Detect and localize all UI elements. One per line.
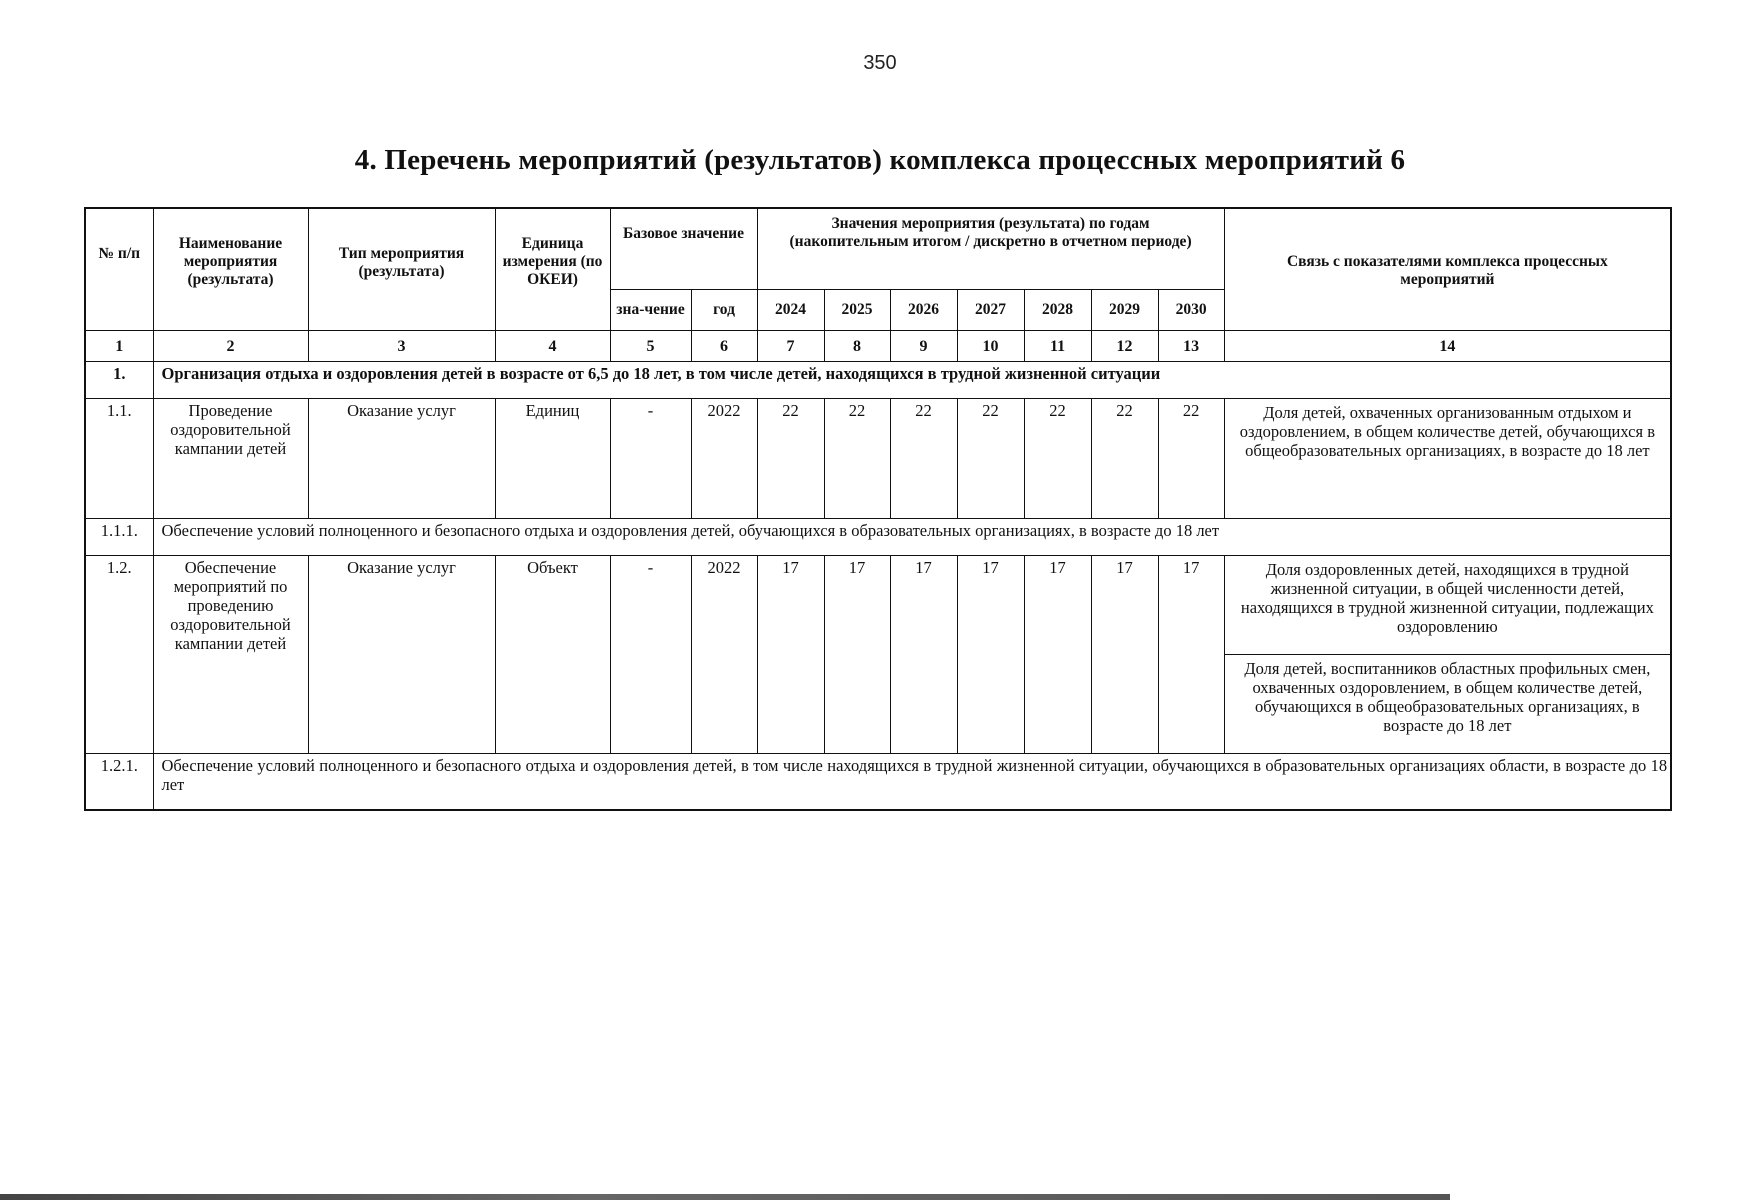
header-base: Базовое значение: [610, 208, 757, 290]
header-year-2030: 2030: [1158, 290, 1224, 331]
header-link: Связь с показателями комплекса процессных мероприятий: [1224, 208, 1671, 331]
column-number: 14: [1224, 331, 1671, 362]
row-link: Доля детей, охваченных организованным отдыхом и оздоровлением, в общем количестве детей, обучающихся в общеобразовательных организациях, в возрасте до 18 лет: [1224, 399, 1671, 519]
header-year-2029: 2029: [1091, 290, 1158, 331]
header-year-2027: 2027: [957, 290, 1024, 331]
page-number: 350: [863, 52, 897, 74]
table-row: [85, 399, 1671, 519]
column-number: 2: [153, 331, 308, 362]
header-row-top: [85, 208, 1671, 290]
header-year-2028: 2028: [1024, 290, 1091, 331]
subrow-text: Обеспечение условий полноценного и безопасного отдыха и оздоровления детей, в том числе находящихся в трудной жизненной ситуации, обучающихся в образовательных организациях области, в возрасте до 18 лет: [153, 754, 1671, 811]
row-unit: Объект: [495, 556, 610, 754]
row-value-2025: 17: [824, 556, 890, 754]
section-num: 1.: [85, 362, 153, 399]
column-number: 11: [1024, 331, 1091, 362]
column-number: 8: [824, 331, 890, 362]
row-value-2030: 22: [1158, 399, 1224, 519]
subrow-num: 1.2.1.: [85, 754, 153, 811]
subrow: [85, 754, 1671, 811]
column-number: 3: [308, 331, 495, 362]
row-value-2024: 22: [757, 399, 824, 519]
subrow-num: 1.1.1.: [85, 519, 153, 556]
column-number: 10: [957, 331, 1024, 362]
column-number: 4: [495, 331, 610, 362]
column-number-row: [85, 331, 1671, 362]
row-value-2026: 22: [890, 399, 957, 519]
document-title: 4. Перечень мероприятий (результатов) комплекса процессных мероприятий 6: [354, 144, 1406, 176]
header-base-value: зна-чение: [610, 290, 691, 331]
column-number: 7: [757, 331, 824, 362]
column-number: 1: [85, 331, 153, 362]
row-type: Оказание услуг: [308, 399, 495, 519]
column-number: 6: [691, 331, 757, 362]
row-base-year: 2022: [691, 399, 757, 519]
header-year-2024: 2024: [757, 290, 824, 331]
row-base-value: -: [610, 399, 691, 519]
section-title: Организация отдыха и оздоровления детей в возрасте от 6,5 до 18 лет, в том числе детей, находящихся в трудной жизненной ситуации: [153, 362, 1671, 399]
header-base-year: год: [691, 290, 757, 331]
row-name: Обеспечение мероприятий по проведению оздоровительной кампании детей: [153, 556, 308, 754]
header-type: Тип мероприятия (результата): [308, 208, 495, 331]
row-value-2027: 22: [957, 399, 1024, 519]
row-unit: Единиц: [495, 399, 610, 519]
row-value-2028: 22: [1024, 399, 1091, 519]
table-row: [85, 556, 1671, 655]
header-values-by-year: Значения мероприятия (результата) по годам (накопительным итогом / дискретно в отчетном периоде): [757, 208, 1224, 290]
row-value-2028: 17: [1024, 556, 1091, 754]
row-base-value: -: [610, 556, 691, 754]
row-link: Доля детей, воспитанников областных профильных смен, охваченных оздоровлением, в общем количестве детей, обучающихся в общеобразовательных организациях, в возрасте до 18 лет: [1224, 655, 1671, 754]
header-name: Наименование мероприятия (результата): [153, 208, 308, 331]
row-name: Проведение оздоровительной кампании детей: [153, 399, 308, 519]
row-type: Оказание услуг: [308, 556, 495, 754]
column-number: 9: [890, 331, 957, 362]
row-num: 1.1.: [85, 399, 153, 519]
scan-edge-line: [0, 1194, 1450, 1200]
activities-table: [84, 207, 1672, 811]
row-base-year: 2022: [691, 556, 757, 754]
section-row: [85, 362, 1671, 399]
row-link: Доля оздоровленных детей, находящихся в трудной жизненной ситуации, в общей численности детей, находящихся в трудной жизненной ситуации, подлежащих оздоровлению: [1224, 556, 1671, 655]
column-number: 12: [1091, 331, 1158, 362]
row-value-2027: 17: [957, 556, 1024, 754]
row-value-2024: 17: [757, 556, 824, 754]
header-unit: Единица измерения (по ОКЕИ): [495, 208, 610, 331]
subrow-text: Обеспечение условий полноценного и безопасного отдыха и оздоровления детей, обучающихся в образовательных организациях, в возрасте до 18 лет: [153, 519, 1671, 556]
header-year-2026: 2026: [890, 290, 957, 331]
header-num: № п/п: [85, 208, 153, 331]
row-num: 1.2.: [85, 556, 153, 754]
header-year-2025: 2025: [824, 290, 890, 331]
row-value-2026: 17: [890, 556, 957, 754]
row-value-2030: 17: [1158, 556, 1224, 754]
row-value-2025: 22: [824, 399, 890, 519]
row-value-2029: 22: [1091, 399, 1158, 519]
column-number: 5: [610, 331, 691, 362]
column-number: 13: [1158, 331, 1224, 362]
row-value-2029: 17: [1091, 556, 1158, 754]
subrow: [85, 519, 1671, 556]
